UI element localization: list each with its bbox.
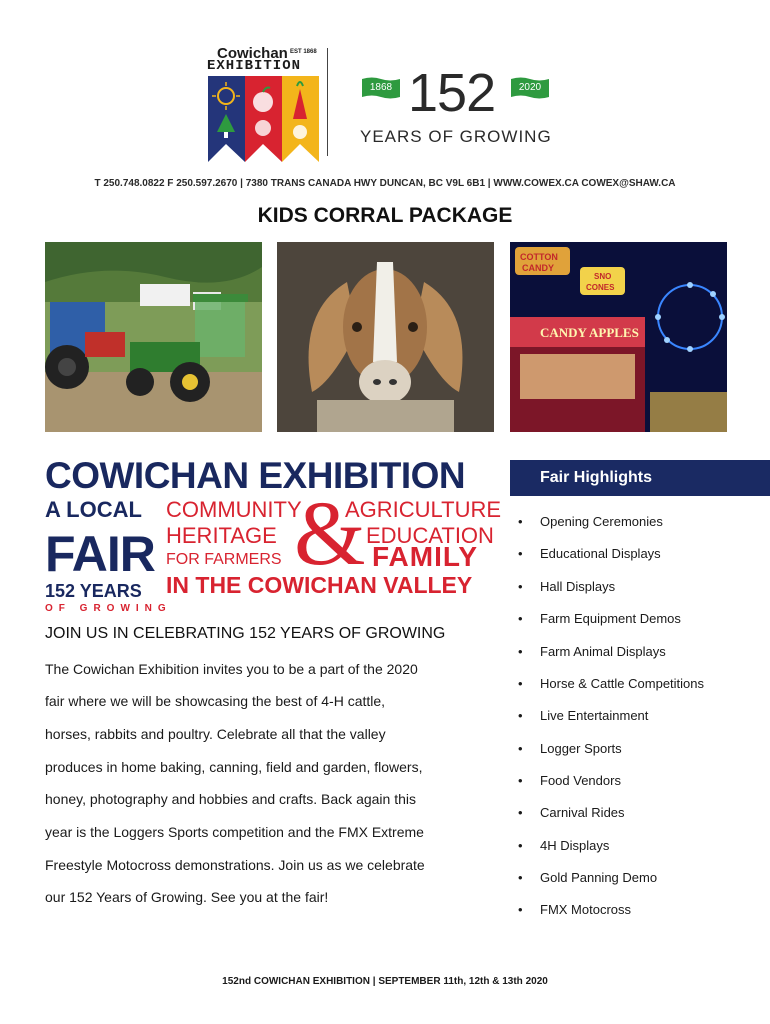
year-end-label: 2020 (518, 82, 542, 93)
highlight-label: Live Entertainment (540, 708, 649, 723)
brand-name: Cowichan (217, 45, 288, 62)
list-item (518, 902, 631, 917)
bullet: • (518, 805, 523, 820)
highlight-label: Educational Displays (540, 546, 661, 561)
body-line: horses, rabbits and poultry. Celebrate all that the valley (45, 726, 386, 742)
year-start-label: 1868 (369, 82, 393, 93)
sign-cotton: COTTON (520, 252, 558, 262)
list-item (518, 514, 663, 529)
body-line: produces in home baking, canning, field and garden, flowers, (45, 759, 423, 775)
highlight-label: Carnival Rides (540, 805, 625, 820)
bullet: • (518, 708, 523, 723)
highlight-label: Horse & Cattle Competitions (540, 676, 705, 691)
bullet: • (518, 546, 523, 561)
graphic-education: EDUCATION (366, 523, 494, 548)
sign-sno: SNO (594, 272, 612, 281)
tractor-pull-photo (45, 242, 262, 432)
bullet: • (518, 579, 523, 594)
bullet: • (518, 741, 523, 756)
brand-est: EST 1868 (290, 49, 317, 55)
graphic-community: COMMUNITY (166, 497, 302, 522)
page-title: KIDS CORRAL PACKAGE (257, 204, 513, 227)
list-item (518, 676, 704, 691)
bullet: • (518, 611, 523, 626)
list-item (518, 611, 681, 626)
highlight-label: FMX Motocross (540, 902, 632, 917)
exhibition-crest-logo (205, 44, 323, 162)
flag-1868 (362, 77, 400, 99)
highlight-label: Hall Displays (540, 579, 616, 594)
graphic-ampersand: & (294, 482, 366, 584)
body-line: year is the Loggers Sports competition and the FMX Extreme (45, 824, 424, 840)
bullet: • (518, 838, 523, 853)
body-line: Freestyle Motocross demonstrations. Join us as we celebrate (45, 857, 425, 873)
bullet: • (518, 870, 523, 885)
flag-2020 (511, 77, 549, 99)
body-line: honey, photography and hobbies and crafts. Back again this (45, 791, 416, 807)
exhibition-headline: COWICHAN EXHIBITION (45, 455, 466, 496)
highlights-title: Fair Highlights (540, 469, 652, 486)
highlight-label: Opening Ceremonies (540, 514, 663, 529)
highlight-label: Farm Equipment Demos (540, 611, 681, 626)
bullet: • (518, 514, 523, 529)
carnival-photo (510, 242, 727, 432)
highlight-label: Gold Panning Demo (540, 870, 658, 885)
highlight-label: Logger Sports (540, 741, 622, 756)
graphic-valley: IN THE COWICHAN VALLEY (166, 572, 473, 598)
list-item (518, 579, 615, 594)
brand-exhibition: EXHIBITION (207, 58, 302, 74)
graphic-fair: FAIR (45, 526, 155, 582)
bullet: • (518, 902, 523, 917)
list-item (518, 708, 648, 723)
tagline: YEARS OF GROWING (360, 127, 552, 146)
list-item (518, 773, 621, 788)
highlight-label: Food Vendors (540, 773, 621, 788)
graphic-of-growing: OF GROWING (45, 603, 172, 614)
highlight-label: 4H Displays (540, 838, 610, 853)
list-item (518, 805, 625, 820)
graphic-152-years: 152 YEARS (45, 581, 142, 601)
contact-line: T 250.748.0822 F 250.597.2670 | 7380 TRANS CANADA HWY DUNCAN, BC V9L 6B1 | WWW.COWEX.CA COWEX@SHAW.CA (94, 178, 676, 189)
sign-candy-apples: CANDY APPLES (540, 325, 639, 340)
highlight-label: Farm Animal Displays (540, 644, 666, 659)
graphic-for-farmers: FOR FARMERS (166, 551, 282, 568)
list-item (518, 741, 622, 756)
footer-line: 152nd COWICHAN EXHIBITION | SEPTEMBER 11th, 12th & 13th 2020 (222, 976, 548, 987)
sign-candy: CANDY (522, 263, 555, 273)
logo-divider (327, 48, 328, 156)
list-item (518, 546, 661, 561)
join-heading: JOIN US IN CELEBRATING 152 YEARS OF GROWING (45, 625, 446, 642)
goat-photo (277, 242, 494, 432)
bullet: • (518, 773, 523, 788)
body-line: our 152 Years of Growing. See you at the fair! (45, 889, 329, 905)
list-item (518, 838, 609, 853)
list-item (518, 870, 657, 885)
bullet: • (518, 676, 523, 691)
graphic-agriculture: AGRICULTURE (345, 497, 502, 522)
list-item (518, 644, 666, 659)
sign-cones: CONES (586, 283, 615, 292)
bullet: • (518, 644, 523, 659)
graphic-heritage: HERITAGE (166, 523, 277, 548)
highlights-header (510, 460, 770, 496)
graphic-a-local: A LOCAL (45, 497, 142, 522)
years-count: 152 (408, 63, 496, 123)
graphic-family: FAMILY (372, 541, 479, 572)
body-line: The Cowichan Exhibition invites you to be a part of the 2020 (45, 661, 418, 677)
body-line: fair where we will be showcasing the best of 4-H cattle, (45, 693, 386, 709)
